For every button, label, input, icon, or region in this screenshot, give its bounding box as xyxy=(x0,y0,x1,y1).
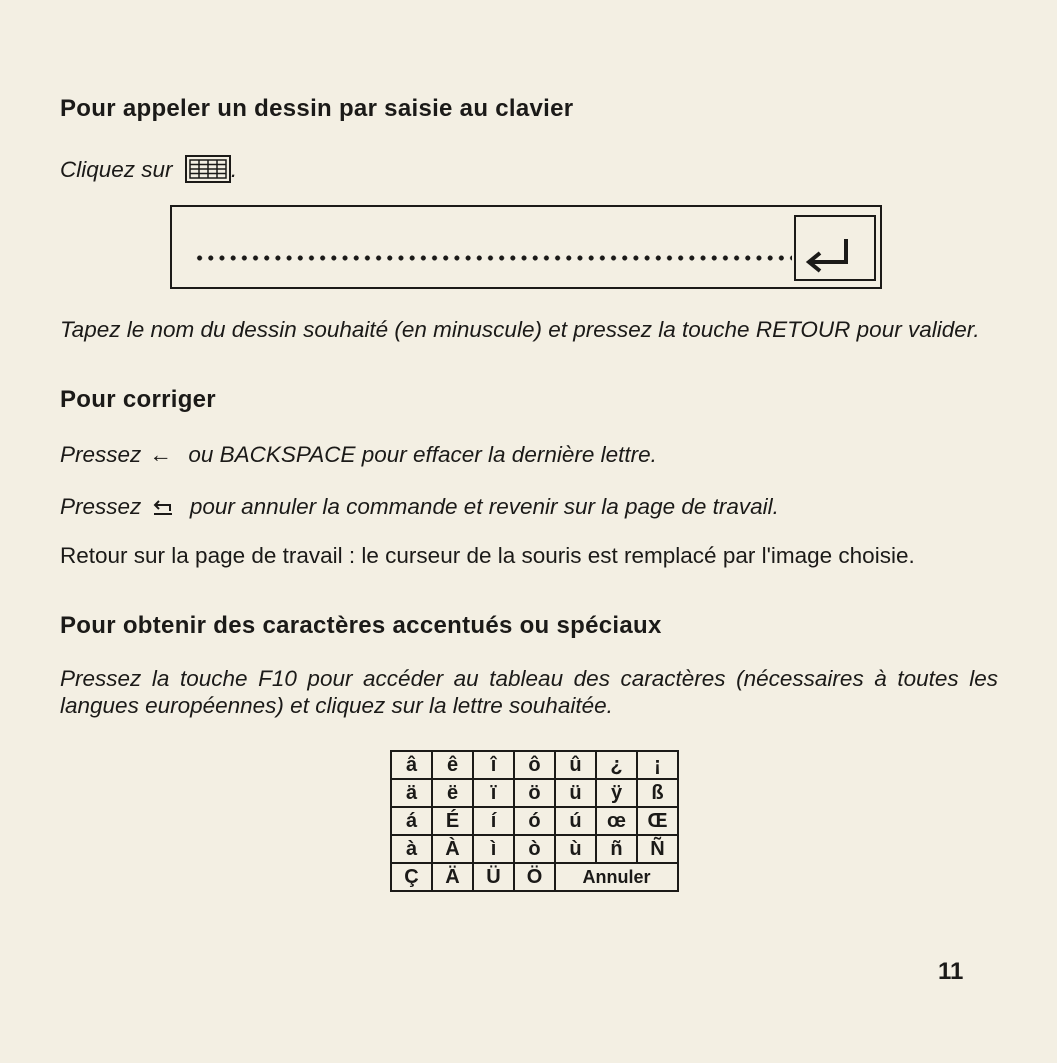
char-row xyxy=(391,779,678,807)
char-cell[interactable]: à xyxy=(391,835,432,863)
char-cell[interactable]: ô xyxy=(514,751,555,779)
char-row xyxy=(391,751,678,779)
char-cell[interactable]: ñ xyxy=(596,835,637,863)
char-cell[interactable]: û xyxy=(555,751,596,779)
char-cell[interactable]: Ä xyxy=(432,863,473,891)
section-heading-accents: Pour obtenir des caractères accentués ou spéciaux xyxy=(60,612,662,639)
char-cell[interactable]: Ü xyxy=(473,863,514,891)
char-cell[interactable]: Ñ xyxy=(637,835,678,863)
char-cell[interactable]: í xyxy=(473,807,514,835)
return-key-button[interactable] xyxy=(794,215,876,281)
backspace-rest: ou BACKSPACE pour effacer la dernière lettre. xyxy=(188,442,657,467)
section-heading-correct: Pour corriger xyxy=(60,386,216,413)
click-text: Cliquez sur xyxy=(60,157,173,182)
char-cell[interactable]: ÿ xyxy=(596,779,637,807)
char-cell[interactable]: É xyxy=(432,807,473,835)
char-cell[interactable]: ß xyxy=(637,779,678,807)
char-cell[interactable]: Ö xyxy=(514,863,555,891)
input-placeholder-dots xyxy=(194,254,792,262)
char-cell[interactable]: á xyxy=(391,807,432,835)
char-cell[interactable]: Ç xyxy=(391,863,432,891)
cancel-prefix: Pressez xyxy=(60,494,142,519)
cancel-rest: pour annuler la commande et revenir sur la page de travail. xyxy=(189,494,779,519)
backspace-prefix: Pressez xyxy=(60,442,142,467)
cancel-instruction xyxy=(60,493,779,520)
char-cell[interactable]: ó xyxy=(514,807,555,835)
left-arrow-icon: ← xyxy=(149,442,173,467)
list-grid-icon xyxy=(185,155,231,183)
char-cell[interactable]: ¡ xyxy=(637,751,678,779)
special-characters-table xyxy=(390,750,679,892)
char-cell[interactable]: ù xyxy=(555,835,596,863)
undo-icon xyxy=(152,497,176,517)
type-name-instruction: Tapez le nom du dessin souhaité (en minuscule) et pressez la touche RETOUR pour valider. xyxy=(60,317,980,342)
return-to-workpage-text: Retour sur la page de travail : le curseur de la souris est remplacé par l'image choisie. xyxy=(60,543,915,568)
char-cell[interactable]: ï xyxy=(473,779,514,807)
char-cell[interactable]: À xyxy=(432,835,473,863)
backspace-instruction xyxy=(60,441,657,468)
cancel-button[interactable]: Annuler xyxy=(555,863,678,891)
char-cell[interactable]: ¿ xyxy=(596,751,637,779)
char-cell[interactable]: ò xyxy=(514,835,555,863)
char-cell[interactable]: ú xyxy=(555,807,596,835)
char-cell[interactable]: ö xyxy=(514,779,555,807)
char-cell[interactable]: ê xyxy=(432,751,473,779)
char-cell[interactable]: ì xyxy=(473,835,514,863)
char-cell[interactable]: ü xyxy=(555,779,596,807)
page-number: 11 xyxy=(938,958,964,985)
drawing-name-input[interactable] xyxy=(170,205,882,289)
section-heading-call-drawing: Pour appeler un dessin par saisie au clavier xyxy=(60,95,574,122)
char-row xyxy=(391,835,678,863)
char-cell[interactable]: î xyxy=(473,751,514,779)
char-cell[interactable]: Œ xyxy=(637,807,678,835)
return-key-icon xyxy=(796,217,873,278)
char-row xyxy=(391,863,678,891)
char-cell[interactable]: ä xyxy=(391,779,432,807)
f10-instruction: Pressez la touche F10 pour accéder au tableau des caractères (nécessaires à toutes les langues européennes) et cliquez sur la lettre souhaitée. xyxy=(60,666,998,718)
char-cell[interactable]: ë xyxy=(432,779,473,807)
char-cell[interactable]: œ xyxy=(596,807,637,835)
char-row xyxy=(391,807,678,835)
char-cell[interactable]: â xyxy=(391,751,432,779)
click-suffix: . xyxy=(230,157,238,182)
click-instruction xyxy=(60,155,237,183)
